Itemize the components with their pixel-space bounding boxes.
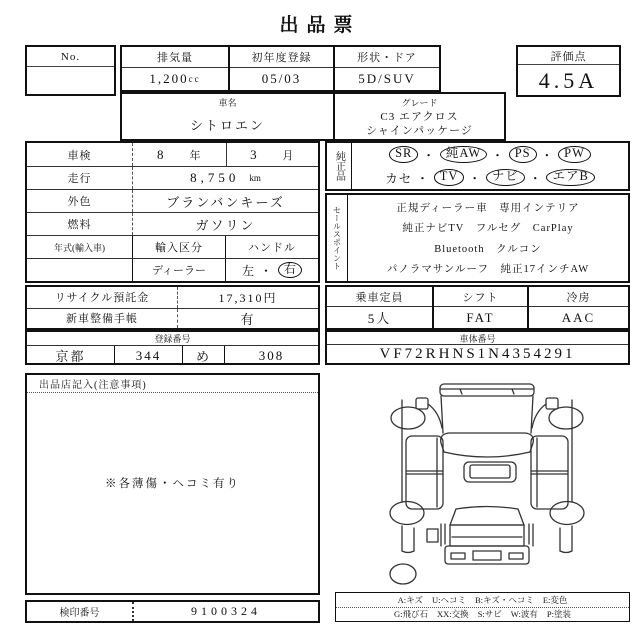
model-year-label: 年式(輸入車) — [27, 236, 133, 258]
recycle-label: リサイクル預託金 — [27, 287, 178, 308]
recycle-value: 17,310円 — [218, 290, 278, 305]
dot-separator: ・ — [528, 171, 543, 186]
shift-value: FAT — [466, 309, 495, 325]
shaken-year-unit: 年 — [189, 149, 202, 162]
grade-value — [335, 110, 504, 139]
sales-points-lines — [348, 195, 628, 281]
genuine-equipment-box — [325, 141, 630, 191]
legend-row-1 — [336, 593, 629, 607]
shaken-label: 車検 — [27, 143, 133, 166]
legend-a: A:キズ — [397, 594, 423, 605]
grade-cell — [333, 94, 504, 139]
car-name-cell — [122, 94, 333, 139]
stamp-label: 検印番号 — [59, 608, 100, 619]
car-damage-diagram — [340, 376, 630, 588]
dot-separator: ・ — [416, 171, 430, 186]
vin-label: 車体番号 — [327, 332, 628, 345]
service-book-label: 新車整備手帳 — [27, 309, 178, 329]
car-name-value: シトロエン — [189, 118, 265, 133]
equip-tv: TV — [434, 169, 465, 186]
grade-line1: C3 エアクロス — [380, 110, 459, 123]
handle-value — [226, 259, 318, 281]
sales-points-label: セールスポイント — [327, 195, 348, 281]
left-main-table — [25, 141, 320, 283]
import-value-row — [27, 258, 318, 281]
shift-label: シフト — [434, 287, 527, 307]
exhibitor-notes-box — [25, 373, 320, 595]
equip-pw: PW — [558, 146, 591, 163]
legend-s: S:サビ — [477, 609, 502, 620]
dot-separator: ・ — [468, 171, 482, 186]
shaken-value — [133, 143, 318, 166]
spec-table — [120, 45, 441, 92]
handle-right-circled: 右 — [278, 262, 302, 278]
dot-separator: ・ — [422, 148, 436, 163]
mileage-label: 走行 — [27, 167, 133, 189]
legend-u: U:ヘコミ — [431, 594, 466, 605]
reg-class: 344 — [114, 346, 182, 365]
stamp-number-box — [25, 600, 320, 623]
shape-door-label: 形状・ドア — [335, 47, 439, 68]
capacity-value: 5人 — [367, 311, 392, 326]
equip-cassette: カセ — [385, 171, 413, 186]
recycle-table — [25, 285, 320, 330]
legend-g: G:飛び石 — [394, 609, 429, 620]
shape-door-value: 5D/SUV — [358, 71, 416, 86]
vin-box — [325, 330, 630, 365]
shaken-row — [27, 143, 318, 166]
shaken-year-number: 8 — [157, 146, 166, 162]
service-book-row — [27, 308, 318, 329]
color-value: ブランバンキーズ — [166, 194, 285, 210]
capacity-cell — [327, 287, 432, 328]
name-grade-table — [120, 92, 506, 141]
score-box — [516, 45, 621, 97]
equip-navi: ナビ — [486, 169, 525, 186]
shape-door-cell — [333, 47, 439, 90]
mileage-row — [27, 166, 318, 189]
recycle-row — [27, 287, 318, 308]
equip-aw: 純AW — [440, 146, 487, 163]
registration-values — [27, 346, 318, 365]
score-label: 評価点 — [518, 47, 619, 65]
first-reg-cell — [228, 47, 333, 90]
fuel-row — [27, 212, 318, 235]
notes-header: 出品店記入(注意事項) — [27, 375, 318, 393]
import-value: ディーラー — [132, 259, 226, 281]
notes-text: ※各薄傷・ヘコミ有り — [105, 478, 240, 490]
mileage-value — [133, 167, 318, 189]
displacement-cell — [122, 47, 228, 90]
legend-b: B:キズ・ヘコミ — [474, 594, 534, 605]
equipment-row-2 — [352, 166, 628, 189]
first-reg-value: 05/03 — [261, 71, 302, 86]
shift-cell — [432, 287, 527, 328]
sales-points-box — [325, 193, 630, 283]
no-label: No. — [27, 47, 114, 67]
ac-value: AAC — [561, 309, 596, 325]
shaken-month-number: 3 — [250, 146, 259, 162]
no-box — [25, 45, 116, 96]
service-book-value: 有 — [240, 311, 256, 327]
capacity-shift-ac-table — [325, 285, 630, 330]
genuine-rows — [352, 143, 628, 189]
stamp-value: 9100324 — [191, 604, 261, 618]
legend-row-2 — [336, 607, 629, 622]
shaken-month-unit: 月 — [282, 149, 295, 162]
car-name-label: 車名 — [218, 97, 237, 108]
reg-kana: め — [182, 346, 224, 365]
sales-line-2: 純正ナビTV フルセグ CarPlay — [402, 223, 574, 235]
legend-w: W:波有 — [510, 609, 538, 620]
fuel-value: ガソリン — [195, 217, 256, 233]
legend-e: E:変色 — [542, 594, 568, 605]
sales-line-4: パノラマサンルーフ 純正17インチAW — [386, 263, 590, 275]
model-year-value — [27, 259, 132, 281]
displacement-number: 1,200 — [149, 71, 189, 86]
genuine-label: 純正品 — [327, 143, 352, 189]
ac-label: 冷房 — [529, 287, 628, 307]
grade-line2: シャインパッケージ — [366, 124, 473, 137]
first-reg-label: 初年度登録 — [230, 47, 333, 68]
dot-separator: ・ — [491, 148, 505, 163]
equipment-row-1 — [352, 143, 628, 166]
equip-sr: SR — [389, 146, 418, 163]
sales-line-1: 正規ディーラー車 専用インテリア — [396, 203, 580, 215]
ac-cell — [527, 287, 628, 328]
equip-airbag: エアB — [546, 169, 594, 186]
color-row — [27, 189, 318, 212]
score-value: 4.5A — [538, 68, 599, 93]
handle-label: ハンドル — [248, 242, 296, 254]
reg-area: 京都 — [55, 349, 86, 364]
shaken-month — [226, 143, 319, 166]
vin-value: VF72RHNS1N4354291 — [379, 345, 576, 362]
page-title: 出品票 — [279, 15, 361, 36]
shaken-year — [133, 143, 226, 166]
fuel-label: 燃料 — [27, 213, 133, 235]
legend-xx: XX:交換 — [437, 609, 469, 620]
handle-left: 左 — [241, 263, 254, 278]
legend-p: P:塗装 — [546, 609, 571, 620]
registration-box — [25, 330, 320, 365]
sales-line-3: Bluetooth クルコン — [434, 243, 542, 255]
damage-code-legend — [335, 592, 630, 622]
reg-number: 308 — [224, 346, 318, 365]
import-header-row — [27, 235, 318, 258]
displacement-unit: cc — [188, 74, 201, 84]
registration-label: 登録番号 — [27, 332, 318, 346]
mileage-number: 8,750 — [190, 170, 240, 185]
color-label: 外色 — [27, 190, 133, 212]
dot-separator: ・ — [259, 263, 272, 278]
grade-label: グレード — [401, 97, 438, 108]
displacement-value — [122, 68, 228, 90]
capacity-label: 乗車定員 — [327, 287, 432, 307]
dot-separator: ・ — [540, 148, 555, 163]
import-label: 輸入区分 — [133, 236, 226, 258]
equip-ps: PS — [509, 146, 537, 163]
mileage-unit: km — [249, 173, 261, 183]
displacement-label: 排気量 — [122, 47, 228, 68]
